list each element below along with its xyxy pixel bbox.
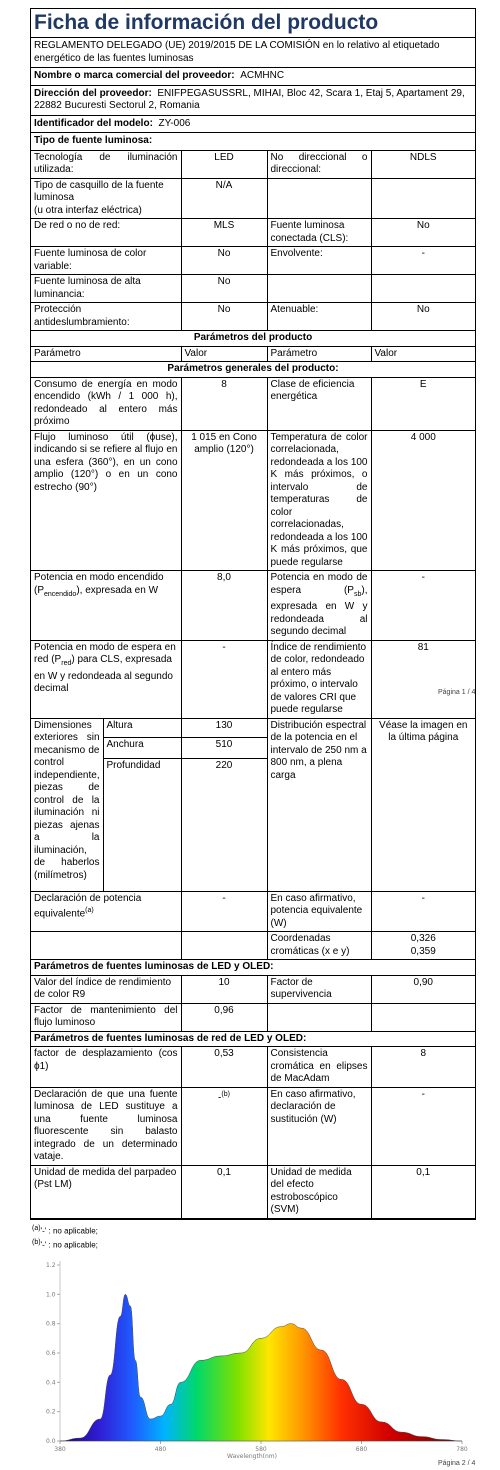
page-number-1: Página 1 / 4 xyxy=(438,689,476,696)
cell: Declaración de que una fuente luminosa de LED sustituye a una fuente luminosa fluorescente sin balasto integrado de un determinado vataje. xyxy=(31,1087,181,1165)
product-information-sheet xyxy=(30,8,476,1220)
spectrum-area xyxy=(60,1294,462,1441)
cell: 0,96 xyxy=(181,1003,267,1031)
x-axis-label: Wavelength(nm) xyxy=(227,1453,277,1460)
text: - xyxy=(218,1091,222,1103)
led-header: Parámetros de fuentes luminosas de LED y OLED: xyxy=(31,960,475,976)
cell: No xyxy=(371,303,475,331)
dim-name: Profundidad xyxy=(103,758,181,891)
general-params-header: Parámetros generales del producto: xyxy=(31,362,475,378)
cell: No xyxy=(181,247,267,275)
table-row xyxy=(31,1087,475,1165)
regulation-text: REGLAMENTO DELEGADO (UE) 2019/2015 DE LA COMISIÓN en lo relativo al etiquetado energético de las fuentes luminosas xyxy=(31,38,475,68)
cell: No direccional o direccional: xyxy=(267,151,371,179)
footnote-mark: (b) xyxy=(32,1239,41,1246)
footnote-a xyxy=(32,1224,98,1237)
text: Potencia en modo encendido (P xyxy=(34,572,164,596)
footnote-text: '-' : no aplicable; xyxy=(40,1226,98,1236)
col-header: Valor xyxy=(371,346,475,362)
table-row xyxy=(31,151,475,179)
x-tick-label: 780 xyxy=(456,1446,468,1453)
mains-header: Parámetros de fuentes luminosas de red de LED y OLED: xyxy=(31,1031,475,1047)
light-type-table xyxy=(31,151,475,1219)
cell xyxy=(31,640,181,718)
spectral-chart-svg xyxy=(32,1255,472,1460)
table-row xyxy=(31,975,475,1003)
address-label: Dirección del proveedor: xyxy=(34,87,152,99)
cell: 1 015 en Cono amplio (120°) xyxy=(181,430,267,571)
text: ), expresada en W xyxy=(76,584,159,596)
text: ), expresada en W y redondeada al segundo decimal xyxy=(270,584,368,637)
cell xyxy=(371,275,475,303)
cell: Coordenadas cromáticas (x e y) xyxy=(267,932,371,960)
subscript: sb xyxy=(353,590,362,598)
table-row xyxy=(31,1165,475,1218)
cell: No xyxy=(181,275,267,303)
y-tick-label: 0.6 xyxy=(46,1350,56,1357)
table-row xyxy=(31,377,475,430)
cell: Consistencia cromática en elipses de MacAdam xyxy=(267,1047,371,1088)
cell: Fuente luminosa conectada (CLS): xyxy=(267,219,371,247)
model-row xyxy=(31,116,475,134)
table-row xyxy=(31,891,475,932)
cell: Unidad de medida del parpadeo (Pst LM) xyxy=(31,1165,181,1218)
cell xyxy=(181,932,267,960)
y-tick-label: 0.2 xyxy=(46,1408,56,1416)
table-row xyxy=(31,430,475,571)
cell: LED xyxy=(181,151,267,179)
cell: Atenuable: xyxy=(267,303,371,331)
cell: N/A xyxy=(181,178,267,219)
table-row xyxy=(31,718,475,891)
cell: Tipo de casquillo de la fuente luminosa (u otra interfaz eléctrica) xyxy=(31,178,181,219)
cell: E xyxy=(371,377,475,430)
footnote-text: '-' : no aplicable; xyxy=(40,1240,98,1250)
table-row xyxy=(31,178,475,219)
cell: Flujo luminoso útil (ϕuse), indicando si se refiere al flujo en una esfera (360°), en un cono amplio (120°) o en un cono estrecho (90°) xyxy=(31,430,181,571)
cell: Fuente luminosa de alta luminancia: xyxy=(31,275,181,303)
x-tick-label: 480 xyxy=(154,1446,167,1453)
cell: Envolvente: xyxy=(267,247,371,275)
y-tick-label: 0.8 xyxy=(46,1320,56,1328)
footnote-b xyxy=(32,1238,98,1251)
cell: De red o no de red: xyxy=(31,219,181,247)
cell: Clase de eficiencia energética xyxy=(267,377,371,430)
light-type-header: Tipo de fuente luminosa: xyxy=(31,133,475,151)
cell xyxy=(181,1087,267,1165)
table-row xyxy=(31,1047,475,1088)
table-row xyxy=(31,960,475,976)
cell: - xyxy=(371,571,475,641)
cell xyxy=(267,178,371,219)
cell: 81 xyxy=(371,640,475,718)
cell: Valor del índice de rendimiento de color R9 xyxy=(31,975,181,1003)
supplier-value: ACMHNC xyxy=(240,70,285,81)
cell: Factor de supervivencia xyxy=(267,975,371,1003)
subscript: red xyxy=(61,660,72,667)
cell: MLS xyxy=(181,219,267,247)
table-row xyxy=(31,1031,475,1047)
dimensions-cell xyxy=(31,718,267,891)
y-tick-label: 1.0 xyxy=(46,1291,56,1299)
cell: 8 xyxy=(181,377,267,430)
cell: Véase la imagen en la última página xyxy=(371,718,475,891)
x-tick-label: 580 xyxy=(255,1446,267,1453)
cell xyxy=(31,932,181,960)
x-tick-label: 680 xyxy=(355,1446,368,1453)
cell: En caso afirmativo, potencia equivalente (W) xyxy=(267,891,371,932)
cell xyxy=(371,1003,475,1031)
cell: 0,1 xyxy=(181,1165,267,1218)
table-row xyxy=(31,640,475,718)
spectral-chart xyxy=(32,1255,472,1460)
cell: 8 xyxy=(371,1047,475,1088)
cell: Protección antideslumbramiento: xyxy=(31,303,181,331)
cell: - xyxy=(371,1087,475,1165)
table-row xyxy=(31,932,475,960)
cell: Tecnología de iluminación utilizada: xyxy=(31,151,181,179)
cell xyxy=(267,275,371,303)
cell xyxy=(267,1003,371,1031)
table-row xyxy=(31,362,475,378)
cell: 0,90 xyxy=(371,975,475,1003)
table-row xyxy=(31,1003,475,1031)
supplier-label: Nombre o marca comercial del proveedor: xyxy=(34,70,235,81)
cell xyxy=(371,932,475,960)
cell: Unidad de medida del efecto estroboscópico (SVM) xyxy=(267,1165,371,1218)
cell: Fuente luminosa de color variable: xyxy=(31,247,181,275)
dimensions-table xyxy=(31,719,267,891)
cell: 0,53 xyxy=(181,1047,267,1088)
y-tick-label: 0.4 xyxy=(46,1379,56,1387)
text: Declaración de potencia equivalente xyxy=(34,892,142,920)
page-title: Ficha de información del producto xyxy=(31,9,475,38)
cell: Distribución espectral de la potencia en el intervalo de 250 nm a 800 nm, a plena carga xyxy=(267,718,371,891)
cell: 10 xyxy=(181,975,267,1003)
x-tick-label: 380 xyxy=(54,1446,66,1453)
superscript: (a) xyxy=(85,907,94,914)
footnote-mark: (a) xyxy=(32,1225,41,1232)
cell: - xyxy=(181,891,267,932)
cell xyxy=(31,891,181,932)
page-number-2: Página 2 / 4 xyxy=(438,1460,476,1467)
cell: - xyxy=(181,640,267,718)
dims-label: Dimensiones exteriores sin mecanismo de control independiente, piezas de control de la iluminación ni piezas ajenas a la iluminación, de haberlos (milímetros) xyxy=(31,719,103,891)
table-row xyxy=(31,346,475,362)
dim-name: Altura xyxy=(103,719,181,738)
cell: Consumo de energía en modo encendido (kWh / 1 000 h), redondeado al entero más próximo xyxy=(31,377,181,430)
cell: 4 000 xyxy=(371,430,475,571)
chroma-x: 0,326 xyxy=(410,933,436,944)
cell xyxy=(371,178,475,219)
cell: 8,0 xyxy=(181,571,267,641)
table-row xyxy=(31,275,475,303)
y-tick-label: 0.0 xyxy=(46,1438,56,1445)
table-row xyxy=(31,219,475,247)
address-row xyxy=(31,86,475,116)
cell xyxy=(31,571,181,641)
table-row xyxy=(31,571,475,641)
table-row xyxy=(31,331,475,347)
cell: Temperatura de color correlacionada, redondeada a los 100 K más próximos, o intervalo de temperaturas de color correlacionadas, redondeada a los 100 K más próximos, que puede regularse xyxy=(267,430,371,571)
text: Potencia en modo de espera (P xyxy=(270,572,368,596)
model-value: ZY-006 xyxy=(158,117,191,129)
chroma-y: 0,359 xyxy=(410,945,436,957)
cell: No xyxy=(181,303,267,331)
cell: - xyxy=(371,891,475,932)
y-tick-label: 1.2 xyxy=(46,1262,56,1269)
dim-value: 510 xyxy=(181,738,267,758)
cell: 0,1 xyxy=(371,1165,475,1218)
cell: factor de desplazamiento (cos ϕ1) xyxy=(31,1047,181,1088)
cell: No xyxy=(371,219,475,247)
model-label: Identificador del modelo: xyxy=(34,117,153,129)
table-row xyxy=(31,303,475,331)
cell: - xyxy=(371,247,475,275)
cell: Factor de mantenimiento del flujo luminoso xyxy=(31,1003,181,1031)
col-header: Parámetro xyxy=(267,346,371,362)
text: Potencia en modo de espera en red (P xyxy=(34,641,176,665)
dim-value: 220 xyxy=(181,758,267,891)
address-value: ENIFPEGASUSSRL, MIHAI, Bloc 42, Scara 1, Etaj 5, Apartament 29, 22882 Bucuresti Sectorul 2, Romania xyxy=(34,87,465,111)
text: ) para CLS, expresada en W y redondeada al segundo decimal xyxy=(34,654,173,694)
table-row xyxy=(31,247,475,275)
dim-name: Anchura xyxy=(103,738,181,758)
product-params-header: Parámetros del producto xyxy=(31,331,475,347)
cell xyxy=(267,571,371,641)
cell: En caso afirmativo, declaración de sustitución (W) xyxy=(267,1087,371,1165)
supplier-row xyxy=(31,68,475,86)
dim-value: 130 xyxy=(181,719,267,738)
cell: Índice de rendimiento de color, redondeado al entero más próximo, o intervalo de valores CRI que puede regularse xyxy=(267,640,371,718)
cell: NDLS xyxy=(371,151,475,179)
subscript: encendido xyxy=(44,590,77,598)
col-header: Parámetro xyxy=(31,346,181,362)
superscript: (b) xyxy=(221,1090,230,1098)
col-header: Valor xyxy=(181,346,267,362)
